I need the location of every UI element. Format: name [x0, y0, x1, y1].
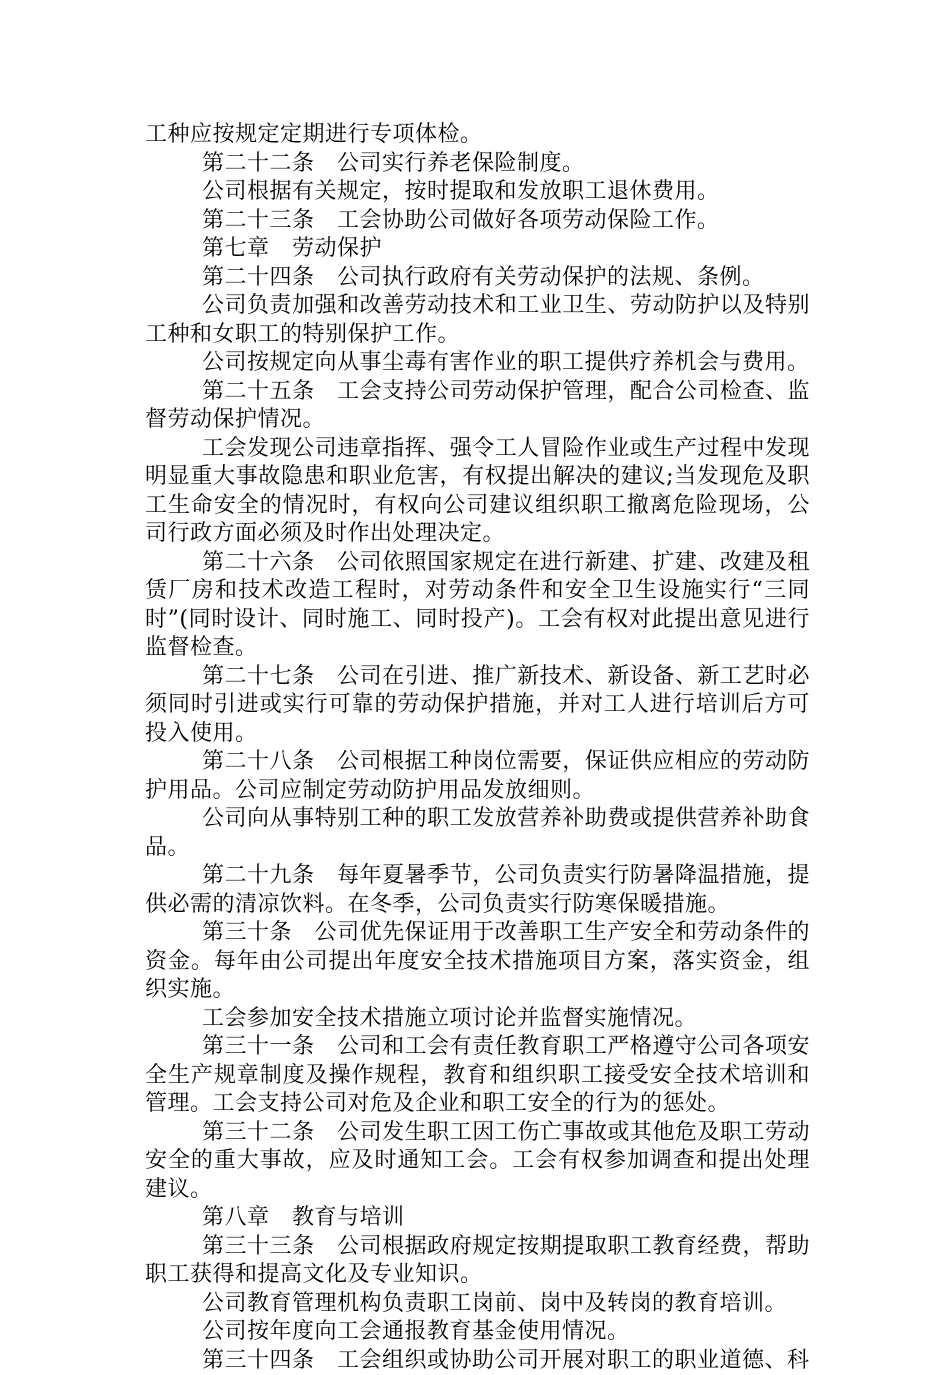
paragraph: 工会发现公司违章指挥、强令工人冒险作业或生产过程中发现明显重大事故隐患和职业危害，有权提出解决的建议;当发现危及职工生命安全的情况时，有权向公司建议组织职工撤离危险现场，公司行政方面必须及时作出处理决定。 — [145, 435, 810, 549]
paragraph: 公司按规定向从事尘毒有害作业的职工提供疗养机会与费用。 — [145, 349, 810, 378]
paragraph: 公司向从事特别工种的职工发放营养补助费或提供营养补助食品。 — [145, 805, 810, 862]
article-34-heading: 第三十四条 工会组织或协助公司开展对职工的职业道德、科 — [145, 1347, 810, 1375]
article-28-heading: 第二十八条 公司根据工种岗位需要，保证供应相应的劳动防护用品。公司应制定劳动防护用品发放细则。 — [145, 748, 810, 805]
article-30-heading: 第三十条 公司优先保证用于改善职工生产安全和劳动条件的资金。每年由公司提出年度安全技术措施项目方案，落实资金，组织实施。 — [145, 919, 810, 1005]
article-26-heading: 第二十六条 公司依照国家规定在进行新建、扩建、改建及租赁厂房和技术改造工程时，对劳动条件和安全卫生设施实行“三同时”(同时设计、同时施工、同时投产)。工会有权对此提出意见进行监督检查。 — [145, 549, 810, 663]
paragraph: 工会参加安全技术措施立项讨论并监督实施情况。 — [145, 1005, 810, 1034]
article-33-heading: 第三十三条 公司根据政府规定按期提取职工教育经费，帮助职工获得和提高文化及专业知识。 — [145, 1233, 810, 1290]
article-23-heading: 第二十三条 工会协助公司做好各项劳动保险工作。 — [145, 207, 810, 236]
article-27-heading: 第二十七条 公司在引进、推广新技术、新设备、新工艺时必须同时引进或实行可靠的劳动保护措施，并对工人进行培训后方可投入使用。 — [145, 663, 810, 749]
article-29-heading: 第二十九条 每年夏暑季节，公司负责实行防暑降温措施，提供必需的清凉饮料。在冬季，公司负责实行防寒保暖措施。 — [145, 862, 810, 919]
article-31-heading: 第三十一条 公司和工会有责任教育职工严格遵守公司各项安全生产规章制度及操作规程，教育和组织职工接受安全技术培训和管理。工会支持公司对危及企业和职工安全的行为的惩处。 — [145, 1033, 810, 1119]
chapter-8-heading: 第八章 教育与培训 — [145, 1204, 810, 1233]
paragraph: 公司教育管理机构负责职工岗前、岗中及转岗的教育培训。 — [145, 1290, 810, 1319]
paragraph: 公司按年度向工会通报教育基金使用情况。 — [145, 1318, 810, 1347]
article-32-heading: 第三十二条 公司发生职工因工伤亡事故或其他危及职工劳动安全的重大事故，应及时通知工会。工会有权参加调查和提出处理建议。 — [145, 1119, 810, 1205]
article-22-heading: 第二十二条 公司实行养老保险制度。 — [145, 150, 810, 179]
chapter-7-heading: 第七章 劳动保护 — [145, 235, 810, 264]
article-24-heading: 第二十四条 公司执行政府有关劳动保护的法规、条例。 — [145, 264, 810, 293]
document-body — [145, 121, 810, 1375]
paragraph: 公司根据有关规定，按时提取和发放职工退休费用。 — [145, 178, 810, 207]
paragraph: 工种应按规定定期进行专项体检。 — [145, 121, 810, 150]
paragraph: 公司负责加强和改善劳动技术和工业卫生、劳动防护以及特别工种和女职工的特别保护工作。 — [145, 292, 810, 349]
article-25-heading: 第二十五条 工会支持公司劳动保护管理，配合公司检查、监督劳动保护情况。 — [145, 378, 810, 435]
